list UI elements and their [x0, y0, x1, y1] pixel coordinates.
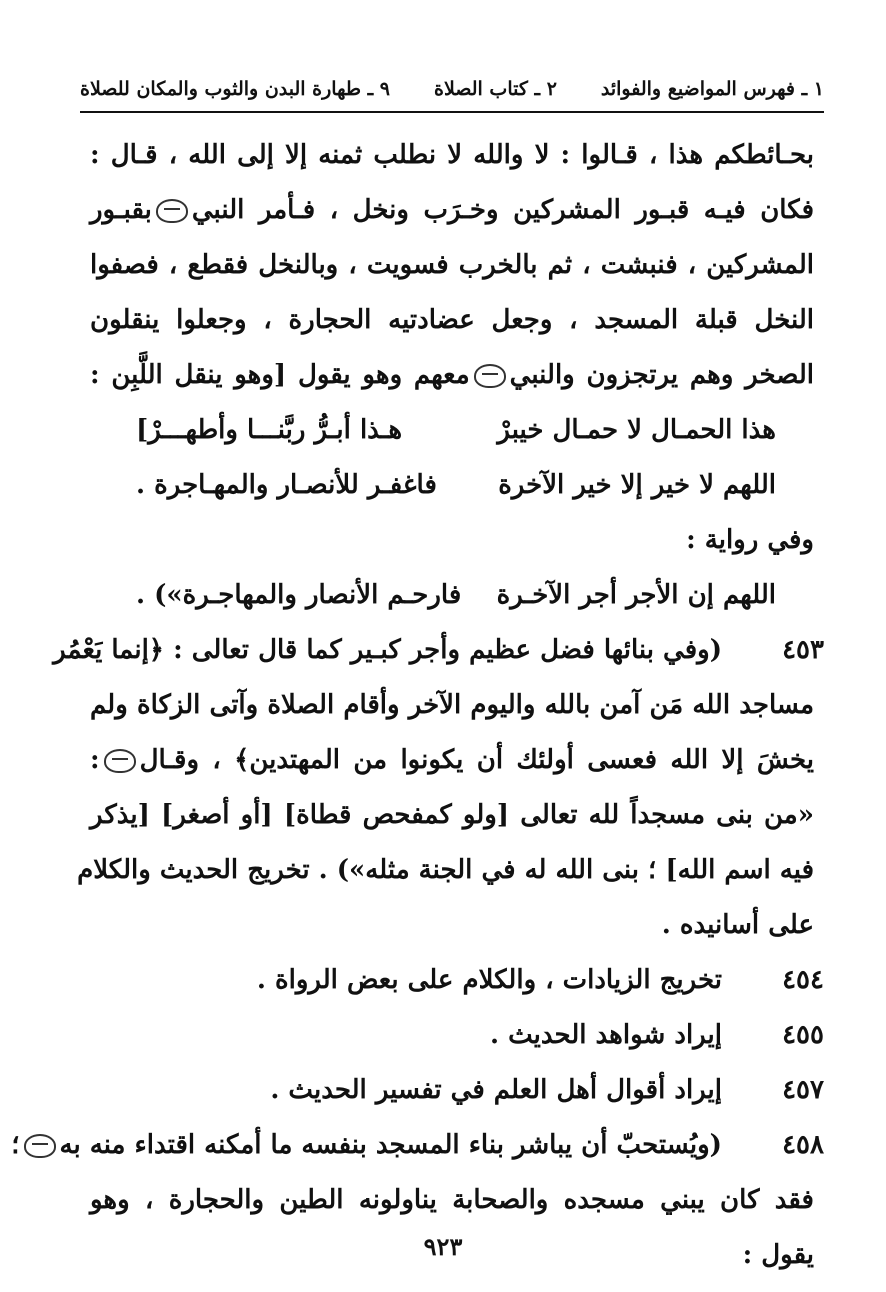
verse-hemistich: هذا الحمـال لا حمـال خيبرْ: [497, 415, 776, 445]
salutation-glyph-icon: [156, 199, 188, 223]
header-rule: [80, 111, 824, 113]
salutation-glyph-icon: [104, 749, 136, 773]
text-segment: يخشَ إلا الله فعسى أولئك أن يكونوا من المهتدين﴾ ، وقـال: [139, 745, 814, 775]
verse-hemistich: فارحـم الأنصار والمهاجـرة») .: [136, 580, 462, 610]
text-segment: بقبـور: [90, 195, 152, 225]
text-segment: :: [90, 745, 100, 775]
verse-hemistich: اللهم إن الأجر أجر الآخـرة: [496, 580, 776, 610]
verse-line: [90, 568, 814, 623]
salutation-glyph-icon: [24, 1134, 56, 1158]
text-line: وفي رواية :: [686, 525, 814, 555]
text-segment: إيراد شواهد الحديث .: [490, 1020, 722, 1050]
text-line: بحـائطكم هذا ، قـالوا : لا والله لا نطلب ثمنه إلا إلى الله ، قـال :: [90, 140, 814, 170]
text-segment: (وفي بنائها فضل عظيم وأجر كبـير كما قال تعالى : ﴿إنما يَعْمُر: [53, 635, 722, 665]
text-segment: تخريج الزيادات ، والكلام على بعض الرواة .: [256, 965, 722, 995]
entry-line: [90, 1008, 824, 1063]
text-segment: ؛: [11, 1130, 20, 1160]
entry-number: ٤٥٨: [782, 1130, 824, 1160]
verse-hemistich: اللهم لا خير إلا خير الآخرة: [498, 470, 776, 500]
header-book-title: ٢ ـ كتاب الصلاة: [433, 78, 557, 100]
verse-line: [90, 458, 814, 513]
entry-line: [90, 733, 814, 788]
page-number: ٩٢٣: [423, 1232, 463, 1261]
header-chapter-title: ٩ ـ طهارة البدن والثوب والمكان للصلاة: [80, 78, 390, 100]
entry-number: ٤٥٤: [782, 965, 824, 995]
verse-line: [90, 403, 814, 458]
text-segment: إيراد أقوال أهل العلم في تفسير الحديث .: [270, 1075, 722, 1105]
entry-line: على أسانيده .: [661, 910, 814, 940]
entry-line: [11, 1118, 824, 1173]
entry-line: يقول :: [742, 1240, 814, 1270]
page-body: [11, 128, 824, 1283]
verse-hemistich: هـذا أبـرُّ ربَّنـــا وأطهـــرْ]: [136, 415, 403, 445]
entry-line: [90, 1063, 824, 1118]
entry-line: «من بنى مسجداً لله تعالى [ولو كمفحص قطاة] [أو أصغر] [يذكر: [90, 800, 814, 830]
text-segment: معهم وهو يقول [وهو ينقل اللَّبِن :: [90, 360, 470, 390]
text-line: [90, 183, 814, 238]
text-line: النخل قبلة المسجد ، وجعل عضادتيه الحجارة ، وجعلوا ينقلون: [90, 305, 814, 335]
salutation-glyph-icon: [474, 364, 506, 388]
entry-number: ٤٥٧: [782, 1075, 824, 1105]
entry-line: [90, 953, 824, 1008]
header-index-title: ١ ـ فهرس المواضيع والفوائد: [600, 78, 824, 100]
entry-line: مساجد الله مَن آمن بالله واليوم الآخر وأقام الصلاة وآتى الزكاة ولم: [90, 690, 814, 720]
text-segment: (ويُستحبّ أن يباشر بناء المسجد بنفسه ما أمكنه اقتداء منه به: [59, 1130, 722, 1160]
running-header: [80, 72, 824, 106]
entry-number: ٤٥٣: [782, 635, 824, 665]
entry-number: ٤٥٥: [782, 1020, 824, 1050]
text-line: [90, 348, 814, 403]
text-line: المشركين ، فنبشت ، ثم بالخرب فسويت ، وبالنخل فقطع ، فصفوا: [90, 250, 814, 280]
entry-line: [53, 623, 824, 678]
text-segment: الصخر وهم يرتجزون والنبي: [509, 360, 814, 390]
verse-hemistich: فاغفـر للأنصـار والمهـاجرة .: [136, 470, 437, 500]
text-segment: فكان فيـه قبـور المشركين وخـرَب ونخل ، فـأمر النبي: [191, 195, 814, 225]
entry-line: فقد كان يبني مسجده والصحابة يناولونه الطين والحجارة ، وهو: [90, 1185, 814, 1215]
entry-line: فيه اسم الله] ؛ بنى الله له في الجنة مثله») . تخريج الحديث والكلام: [77, 855, 814, 885]
